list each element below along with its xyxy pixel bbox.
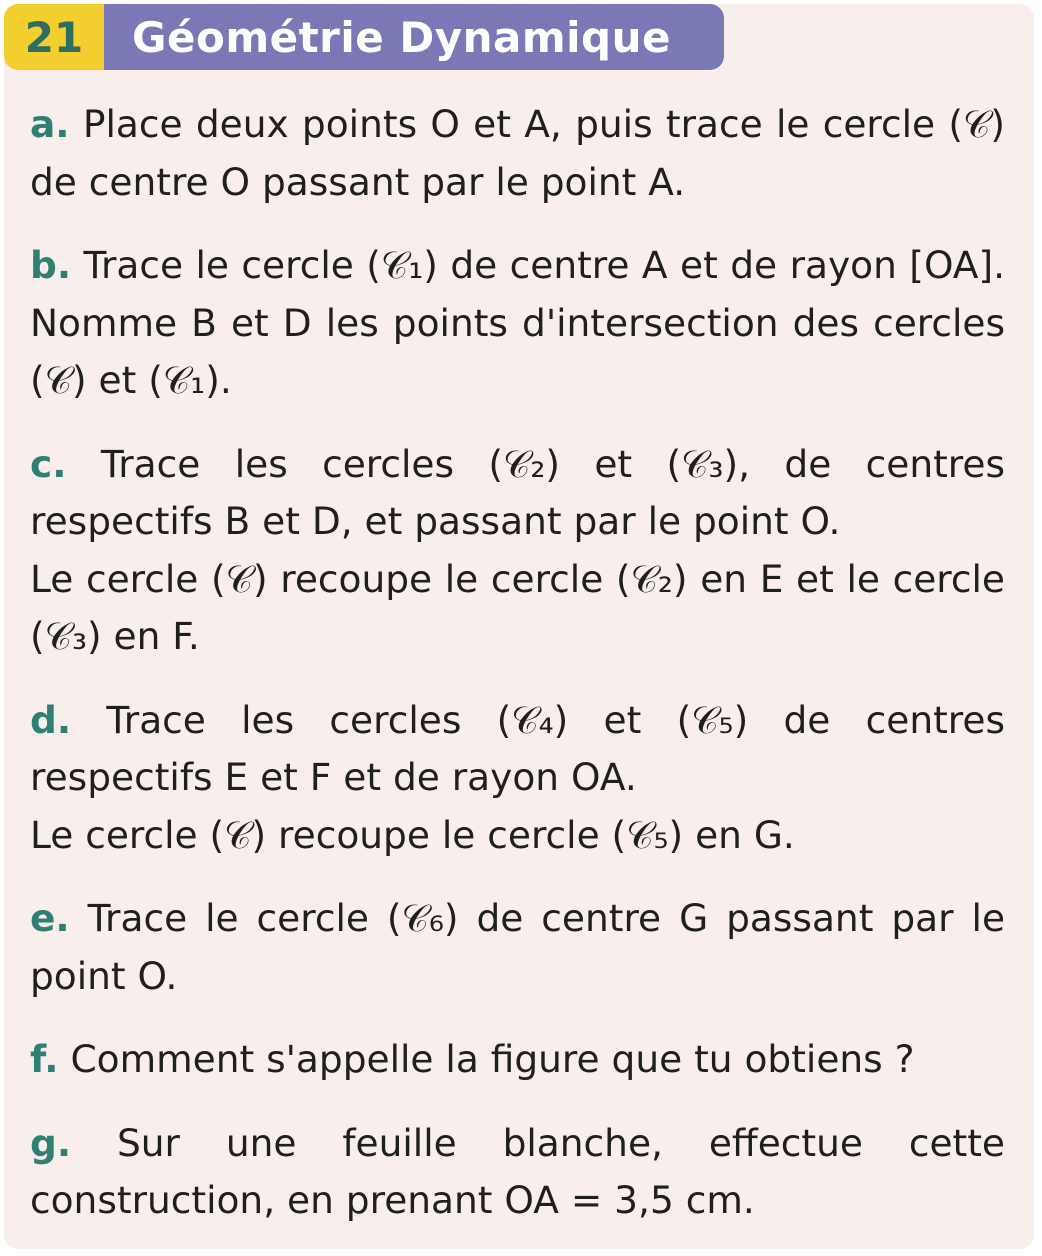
question-letter: e. xyxy=(30,896,70,940)
question-e xyxy=(30,890,1005,1005)
question-g-text xyxy=(30,1115,1005,1230)
question-d xyxy=(30,692,1005,865)
question-c-body: Trace les cercles (𝒞₂) et (𝒞₃), de centres respectifs B et D, et passant par le point O. xyxy=(30,441,1006,543)
question-letter: a. xyxy=(30,102,70,146)
question-g-body: Sur une feuille blanche, effectue cette construction, en prenant OA = 3,5 cm. xyxy=(30,1120,1006,1222)
question-e-text xyxy=(30,890,1005,1005)
exercise-title: Géométrie Dynamique xyxy=(104,4,724,70)
question-g xyxy=(30,1115,1005,1230)
question-b xyxy=(30,237,1005,410)
question-b-body: Trace le cercle (𝒞₁) de centre A et de rayon [OA]. Nomme B et D les points d'intersection des cercles (𝒞) et (𝒞₁). xyxy=(30,243,1006,402)
exercise-body xyxy=(30,96,1005,1256)
exercise-number: 21 xyxy=(4,4,104,70)
question-f-text xyxy=(30,1031,1005,1089)
question-c-text xyxy=(30,436,1005,551)
question-a-body: Place deux points O et A, puis trace le cercle (𝒞) de centre O passant par le point A. xyxy=(30,102,1005,204)
question-letter: c. xyxy=(30,441,67,486)
question-c xyxy=(30,436,1005,666)
question-b-text xyxy=(30,237,1005,410)
question-d-text xyxy=(30,692,1005,807)
question-a xyxy=(30,96,1005,211)
question-letter: b. xyxy=(30,243,72,287)
question-f-body: Comment s'appelle la figure que tu obtiens ? xyxy=(70,1037,915,1081)
exercise-header xyxy=(4,4,724,70)
question-letter: g. xyxy=(30,1120,72,1165)
question-letter: d. xyxy=(30,697,72,742)
question-c-text-2: Le cercle (𝒞) recoupe le cercle (𝒞₂) en E et le cercle (𝒞₃) en F. xyxy=(30,556,1005,658)
question-e-body: Trace le cercle (𝒞₆) de centre G passant par le point O. xyxy=(30,896,1006,998)
question-d-text-2: Le cercle (𝒞) recoupe le cercle (𝒞₅) en G. xyxy=(30,812,795,857)
question-f xyxy=(30,1031,1005,1089)
question-d-body: Trace les cercles (𝒞₄) et (𝒞₅) de centres respectifs E et F et de rayon OA. xyxy=(30,697,1005,799)
question-a-text xyxy=(30,96,1005,211)
question-letter: f. xyxy=(30,1037,59,1081)
